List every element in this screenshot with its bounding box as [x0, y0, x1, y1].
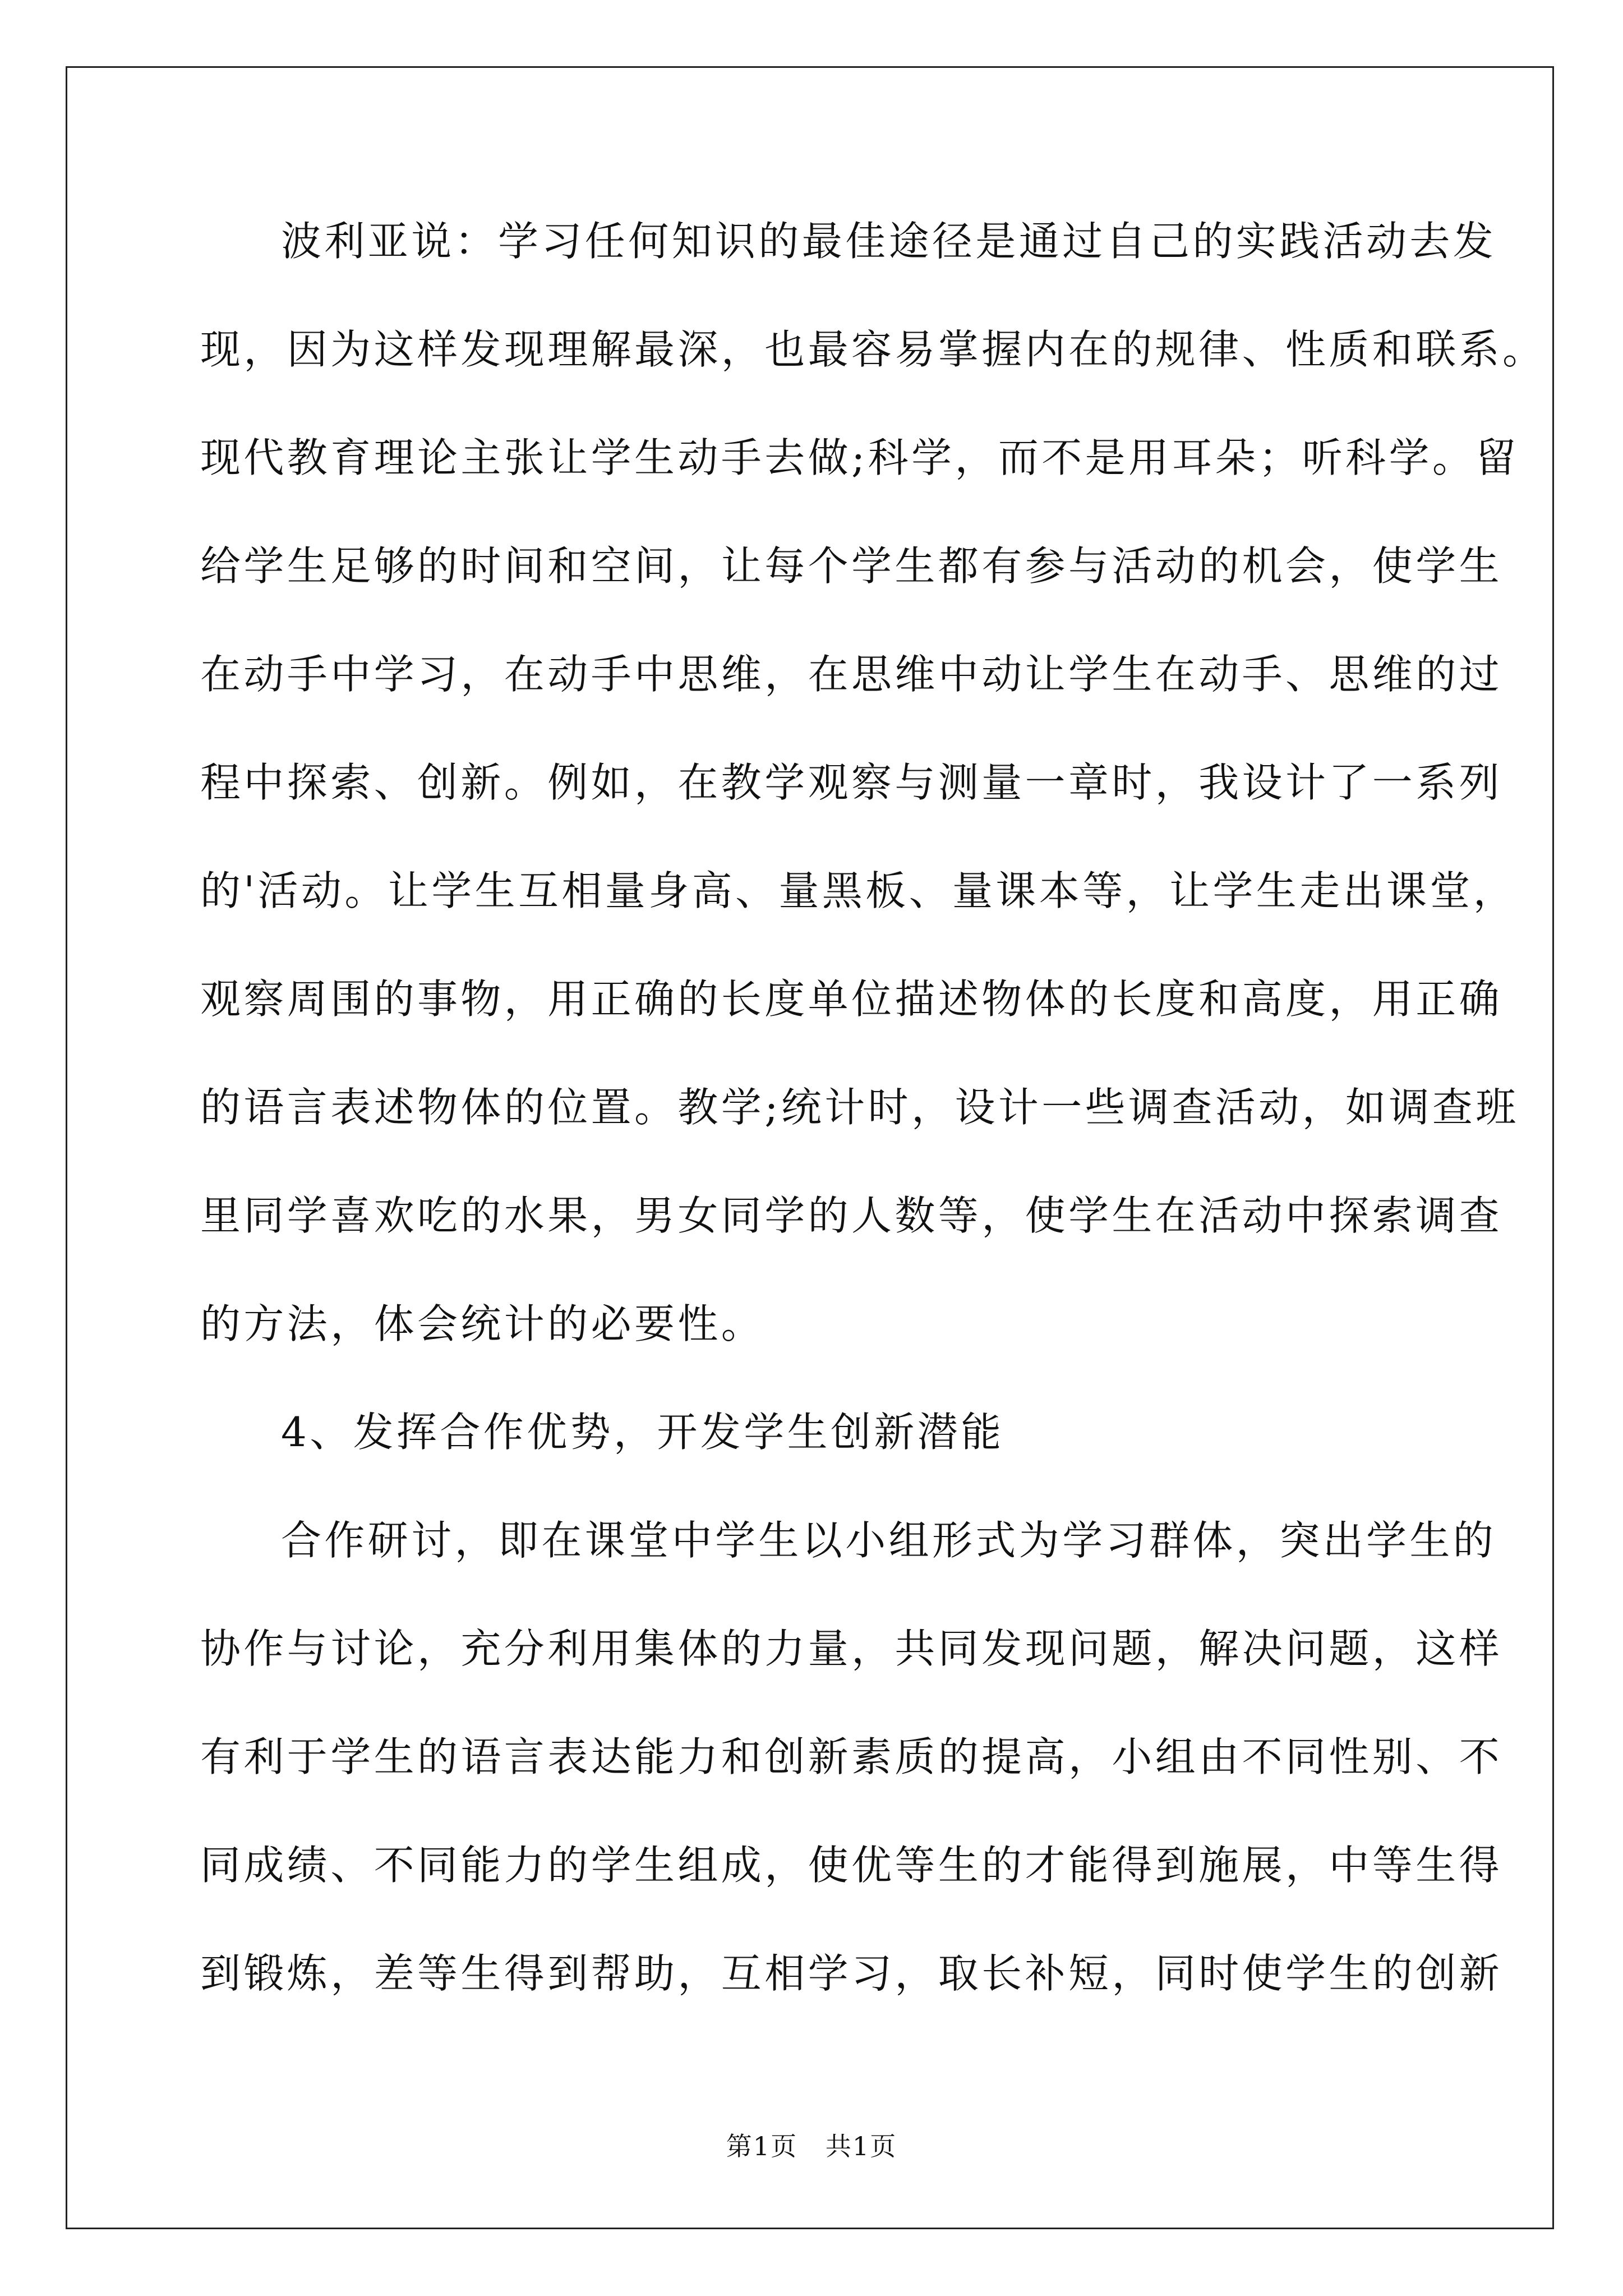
- paragraph-line: 波利亚说：学习任何知识的最佳途径是通过自己的实践活动去发: [281, 218, 1497, 265]
- paragraph-line: 有利于学生的语言表达能力和创新素质的提高，小组由不同性别、不: [200, 1733, 1503, 1780]
- paragraph-line: 同成绩、不同能力的学生组成，使优等生的才能得到施展，中等生得: [200, 1842, 1503, 1889]
- paragraph-line: 协作与讨论，充分利用集体的力量，共同发现问题，解决问题，这样: [200, 1625, 1503, 1672]
- paragraph-line: 在动手中学习，在动手中思维，在思维中动让学生在动手、思维的过: [200, 651, 1503, 698]
- paragraph-line: 程中探索、创新。例如，在教学观察与测量一章时，我设计了一系列: [200, 759, 1503, 806]
- paragraph-line: 合作研讨，即在课堂中学生以小组形式为学习群体，突出学生的: [281, 1517, 1497, 1564]
- paragraph-line: 里同学喜欢吃的水果，男女同学的人数等，使学生在活动中探索调查: [200, 1192, 1503, 1239]
- paragraph-line: 到锻炼，差等生得到帮助，互相学习，取长补短，同时使学生的创新: [200, 1950, 1503, 1997]
- section-heading: 4、发挥合作优势，开发学生创新潜能: [281, 1409, 1004, 1456]
- paragraph-line: 观察周围的事物，用正确的长度单位描述物体的长度和高度，用正确: [200, 976, 1503, 1023]
- paragraph-line: 现代教育理论主张让学生动手去做;科学，而不是用耳朵；听科学。留: [200, 434, 1519, 481]
- paragraph-line: 的'活动。让学生互相量身高、量黑板、量课本等，让学生走出课堂，: [200, 867, 1517, 914]
- page-number-footer: 第1页 共1页: [726, 2131, 897, 2161]
- paragraph-line: 的语言表述物体的位置。教学;统计时，设计一些调查活动，如调查班: [200, 1084, 1519, 1131]
- paragraph-line: 现，因为这样发现理解最深，也最容易掌握内在的规律、性质和联系。: [200, 326, 1546, 373]
- paragraph-line: 给学生足够的时间和空间，让每个学生都有参与活动的机会，使学生: [200, 542, 1503, 590]
- paragraph-line: 的方法，体会统计的必要性。: [200, 1300, 765, 1347]
- document-body: [200, 213, 1546, 2054]
